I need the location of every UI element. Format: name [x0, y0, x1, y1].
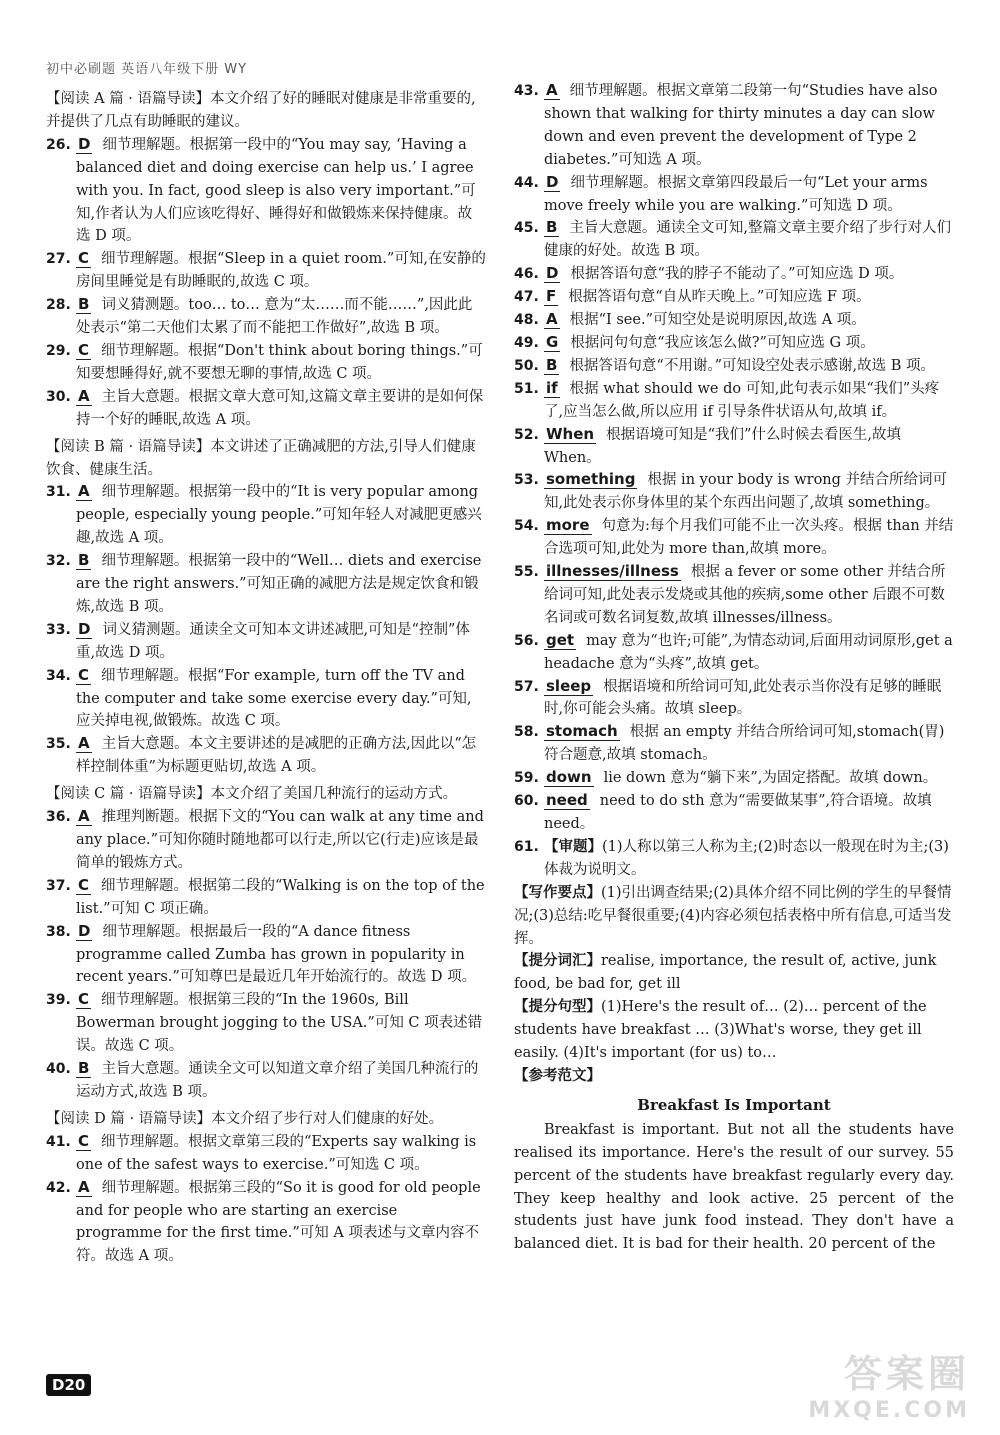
question-number: 27.: [46, 251, 71, 268]
explanation-text: 细节理解题。根据“For example, turn off the TV and the computer and take some exercise every day.”可知,应关掉电视,做锻炼。故选 C 项。: [76, 667, 472, 730]
section-intro: 【阅读 D 篇 · 语篇导读】本文介绍了步行对人们健康的好处。: [46, 1110, 444, 1127]
answer-entry: [514, 217, 954, 263]
question-number: 52.: [514, 426, 539, 443]
answer-entry: [514, 355, 954, 378]
question-number: 57.: [514, 678, 539, 695]
answer-entry: [514, 721, 954, 767]
explanation-text: 根据 what should we do 可知,此句表示如果“我们”头疼了,应当怎么做,所以应用 if 引导条件状语从句,故填 if。: [544, 380, 940, 420]
explanation-text: 细节理解题。根据第一段中的“Well… diets and exercise are the right answers.”可知正确的减肥方法是规定饮食和锻炼,故选 B 项。: [76, 553, 482, 615]
question-number: 29.: [46, 342, 71, 359]
answer-entry: [514, 469, 954, 515]
question-number: 60.: [514, 793, 539, 810]
answer-entry: [46, 1058, 486, 1104]
page-header: 初中必刷题 英语八年级下册 WY: [46, 62, 248, 77]
answer-letter: A: [78, 1177, 90, 1196]
answer-letter: A: [546, 81, 558, 99]
answer-entry: [46, 665, 486, 734]
explanation-text: need to do sth 意为“需要做某事”,符合语境。故填 need。: [544, 793, 932, 832]
answer-entry: [514, 790, 954, 836]
explanation-text: 根据问句句意“我应该怎么做?”可知应选 G 项。: [570, 334, 875, 351]
answer-entry: [46, 481, 486, 550]
explanation-text: 根据 in your body is wrong 并结合所给词可知,此处表示你身体里的某个东西出问题了,故填 something。: [544, 472, 948, 512]
answer-letter: something: [546, 470, 636, 489]
answer-entry: [514, 378, 954, 424]
answer-letter: When: [546, 424, 595, 443]
answer-letter: D: [78, 134, 91, 153]
answer-entry: [46, 1131, 486, 1177]
explanation-text: 根据答语句意“自从昨天晚上。”可知应选 F 项。: [568, 289, 871, 306]
question-number: 34.: [46, 667, 71, 684]
answer-letter: illnesses/illness: [546, 562, 679, 581]
question-number: 40.: [46, 1061, 71, 1078]
answer-entry: [514, 263, 954, 286]
answer-letter: A: [78, 734, 90, 753]
explanation-text: lie down 意为“躺下来”,为固定搭配。故填 down。: [603, 770, 938, 787]
block-text: realise, importance, the result of, active, junk food, be bad for, get ill: [514, 953, 937, 993]
answer-letter: C: [78, 249, 90, 268]
question-number: 51.: [514, 380, 539, 397]
answer-entry: [46, 340, 486, 386]
answer-letter: stomach: [546, 722, 618, 741]
answer-letter: if: [546, 378, 558, 397]
page-number: D20: [46, 1374, 91, 1396]
explanation-text: 细节理解题。根据文章第二段第一句“Studies have also shown that walking for thirty minutes a day can slow down and even prevent the development of Type 2 diabetes.”可知选 A 项。: [544, 83, 938, 168]
block-label: 【写作要点】: [514, 884, 601, 901]
explanation-text: 主旨大意题。本文主要讲述的是减肥的正确方法,因此以“怎样控制体重”为标题更贴切,故选 A 项。: [76, 736, 477, 776]
explanation-text: 主旨大意题。通读全文可以知道文章介绍了美国几种流行的运动方式,故选 B 项。: [76, 1061, 479, 1100]
watermark-line2: MXQE.COM: [808, 1398, 970, 1423]
writing-block: [514, 1065, 954, 1088]
question-number: 37.: [46, 877, 71, 894]
question-number: 58.: [514, 724, 539, 741]
watermark-line1: 答案圈: [843, 1352, 970, 1396]
question-number: 54.: [514, 518, 539, 535]
answer-letter: more: [546, 516, 590, 535]
block-text: (1)引出调查结果;(2)具体介绍不同比例的学生的早餐情况;(3)总结:吃早餐很重要;(4)内容必须包括表格中所有信息,可适当发挥。: [514, 884, 952, 947]
explanation-text: 细节理解题。根据最后一段的“A dance fitness programme called Zumba has grown in popularity in recent years.”可知尊巴是最近几年开始流行的。故选 D 项。: [76, 923, 477, 986]
explanation-text: 根据 a fever or some other 并结合所给词可知,此处表示发烧或其他的疾病,some other 后跟不可数名词或可数名词复数,故填 illnesses/illness。: [544, 564, 946, 626]
explanation-text: 细节理解题。根据第一段中的“It is very popular among people, especially young people.”可知年轻人对减肥更感兴趣,故选 A 项。: [76, 484, 482, 547]
explanation-text: 细节理解题。根据文章第四段最后一句“Let your arms move freely while you are walking.”可知选 D 项。: [544, 174, 928, 214]
answer-letter: sleep: [546, 676, 592, 695]
answer-entry: [46, 989, 486, 1058]
question-number: 53.: [514, 472, 539, 489]
explanation-text: may 意为“也许;可能”,为情态动词,后面用动词原形,get a headache 意为“头疼”,故填 get。: [544, 632, 953, 672]
explanation-text: 主旨大意题。根据文章大意可知,这篇文章主要讲的是如何保持一个好的睡眠,故选 A 项。: [76, 388, 484, 428]
answer-letter: C: [78, 340, 90, 359]
answer-letter: C: [78, 990, 90, 1009]
explanation-text: 细节理解题。根据“Don't think about boring things.”可知要想睡得好,就不要想无聊的事情,故选 C 项。: [76, 342, 483, 382]
question-number: 41.: [46, 1133, 71, 1150]
explanation-text: 细节理解题。根据第一段中的“You may say, ‘Having a balanced diet and doing exercise can help us.’ I agree with you. In fact, good sleep is also very important.”可知,作者认为人们应该吃得好、睡得好和做锻炼来保持健康。故选 D 项。: [76, 136, 476, 245]
answer-letter: C: [78, 1131, 90, 1150]
answer-letter: G: [546, 332, 559, 351]
block-text: (1)Here's the result of… (2)… percent of the students have breakfast … (3)What's worse, they get ill easily. (4)It's important (for us) to…: [514, 999, 927, 1062]
answer-letter: B: [78, 1059, 90, 1078]
explanation-text: 主旨大意题。通读全文可知,整篇文章主要介绍了步行对人们健康的好处。故选 B 项。: [544, 220, 952, 260]
explanation-text: 细节理解题。根据第二段的“Walking is on the top of the list.”可知 C 项正确。: [76, 877, 485, 917]
watermark-logo: [808, 1343, 970, 1423]
question-number: 26.: [46, 136, 71, 153]
answer-letter: B: [78, 551, 90, 570]
answer-letter: D: [546, 172, 559, 191]
explanation-text: 根据答语句意“我的脖子不能动了。”可知应选 D 项。: [570, 266, 904, 283]
answer-letter: need: [546, 791, 588, 810]
answer-entry: [46, 248, 486, 294]
answer-entry: [46, 806, 486, 875]
answer-entry: [46, 921, 486, 990]
answer-entry: [514, 561, 954, 630]
question-number: 35.: [46, 736, 71, 753]
question-number: 38.: [46, 923, 71, 940]
explanation-text: 细节理解题。根据第三段的“In the 1960s, Bill Bowerman brought jogging to the USA.”可知 C 项表述错误。故选 C 项。: [76, 992, 483, 1055]
question-number: 55.: [514, 564, 539, 581]
answer-letter: A: [78, 386, 90, 405]
explanation-text: 词义猜测题。通读全文可知本文讲述减肥,可知是“控制”体重,故选 D 项。: [76, 621, 470, 661]
answer-letter: B: [78, 295, 90, 314]
answer-entry: [514, 286, 954, 309]
explanation-text: 句意为:每个月我们可能不止一次头疼。根据 than 并结合选项可知,此处为 more than,故填 more。: [544, 518, 954, 558]
question-number: 28.: [46, 297, 71, 314]
answer-entry: [514, 515, 954, 561]
question-number: 45.: [514, 220, 539, 237]
question-number: 46.: [514, 266, 539, 283]
question-number: 33.: [46, 621, 71, 638]
answer-letter: D: [78, 921, 91, 940]
answer-entry: [46, 619, 486, 665]
question-number: 31.: [46, 484, 71, 501]
question-number: 50.: [514, 357, 539, 374]
answer-entry: [514, 836, 954, 882]
question-number: 59.: [514, 770, 539, 787]
explanation-text: 根据答语句意“不用谢。”可知设空处表示感谢,故选 B 项。: [569, 357, 935, 374]
answer-entry: [514, 309, 954, 332]
section-intro: 【阅读 A 篇 · 语篇导读】本文介绍了好的睡眠对健康是非常重要的,并提供了几点有助睡眠的建议。: [46, 91, 476, 130]
question-number: 56.: [514, 632, 539, 649]
block-label: 【提分句型】: [514, 999, 601, 1016]
answer-entry: [46, 1177, 486, 1269]
writing-block: [514, 882, 954, 951]
question-number: 61.: [514, 838, 539, 855]
answer-entry: [514, 424, 954, 470]
answer-letter: F: [546, 287, 557, 306]
answer-entry: [46, 294, 486, 340]
block-label: 【参考范文】: [514, 1067, 601, 1084]
answer-letter: B: [546, 355, 558, 374]
answer-letter: down: [546, 768, 592, 787]
explanation-text: (1)人称以第三人称为主;(2)时态以一般现在时为主;(3)体裁为说明文。: [544, 838, 949, 878]
answer-letter: D: [546, 264, 559, 283]
answer-entry: [514, 630, 954, 676]
question-number: 43.: [514, 83, 539, 99]
answer-letter: B: [546, 218, 558, 237]
answer-entry: [46, 733, 486, 779]
question-number: 39.: [46, 992, 71, 1009]
section-intro: 【阅读 C 篇 · 语篇导读】本文介绍了美国几种流行的运动方式。: [46, 786, 458, 803]
essay-text: Breakfast is important. But not all the students have realised its importance. Here's the result of our survey. 55 percent of the students have breakfast regularly every day. They keep healthy and look active. 25 percent of the students just have junk food instead. They don't have a balanced diet. It is bad for their health. 20 percent of the: [514, 1121, 954, 1253]
answer-letter: A: [78, 807, 90, 826]
answer-entry: [46, 134, 486, 249]
answer-entry: [46, 875, 486, 921]
question-number: 32.: [46, 553, 71, 570]
question-number: 44.: [514, 174, 539, 191]
answer-entry: [46, 386, 486, 432]
explanation-text: 根据语境可知是“我们”什么时候去看医生,故填 When。: [544, 426, 902, 466]
essay-title: Breakfast Is Important: [637, 1095, 831, 1114]
explanation-text: 细节理解题。根据“Sleep in a quiet room.”可知,在安静的房间里睡觉是有助睡眠的,故选 C 项。: [76, 251, 486, 291]
explanation-text: 根据“I see.”可知空处是说明原因,故选 A 项。: [569, 312, 866, 329]
question-number: 48.: [514, 312, 539, 329]
answer-letter: D: [78, 619, 91, 638]
answer-entry: [46, 550, 486, 619]
explanation-text: 推理判断题。根据下文的“You can walk at any time and any place.”可知你随时随地都可以行走,所以它(行走)应该是最简单的锻炼方式。: [76, 809, 484, 871]
answer-entry: [514, 172, 954, 218]
writing-block: [514, 950, 954, 996]
answer-entry: [514, 676, 954, 722]
left-column: [46, 84, 486, 1268]
answer-entry: [514, 767, 954, 790]
writing-block: [514, 996, 954, 1065]
answer-letter: A: [78, 482, 90, 501]
question-number: 30.: [46, 388, 71, 405]
block-label: 【审题】: [544, 838, 602, 855]
answer-letter: get: [546, 630, 575, 649]
answer-letter: A: [546, 310, 558, 329]
block-label: 【提分词汇】: [514, 953, 601, 970]
explanation-text: 细节理解题。根据第三段的“So it is good for old people and for people who are starting an exercise programme for the first time.”可知 A 项表述与文章内容不符。故选 A 项。: [76, 1179, 481, 1265]
right-column: [514, 80, 954, 1256]
answer-letter: C: [78, 665, 90, 684]
section-intro: 【阅读 B 篇 · 语篇导读】本文讲述了正确减肥的方法,引导人们健康饮食、健康生活。: [46, 438, 476, 478]
explanation-text: 词义猜测题。too… to… 意为“太……而不能……”,因此此处表示“第二天他们太累了而不能把工作做好”,故选 B 项。: [76, 297, 473, 337]
explanation-text: 细节理解题。根据文章第三段的“Experts say walking is one of the safest ways to exercise.”可知选 C 项。: [76, 1133, 477, 1173]
question-number: 49.: [514, 334, 539, 351]
explanation-text: 根据语境和所给词可知,此处表示当你没有足够的睡眠时,你可能会头痛。故填 sleep。: [544, 678, 942, 718]
answer-entry: [514, 332, 954, 355]
answer-letter: C: [78, 875, 90, 894]
question-number: 42.: [46, 1179, 71, 1196]
explanation-text: 根据 an empty 并结合所给词可知,stomach(胃)符合题意,故填 stomach。: [544, 724, 945, 764]
question-number: 47.: [514, 289, 539, 306]
question-number: 36.: [46, 809, 71, 826]
answer-entry: [514, 80, 954, 172]
